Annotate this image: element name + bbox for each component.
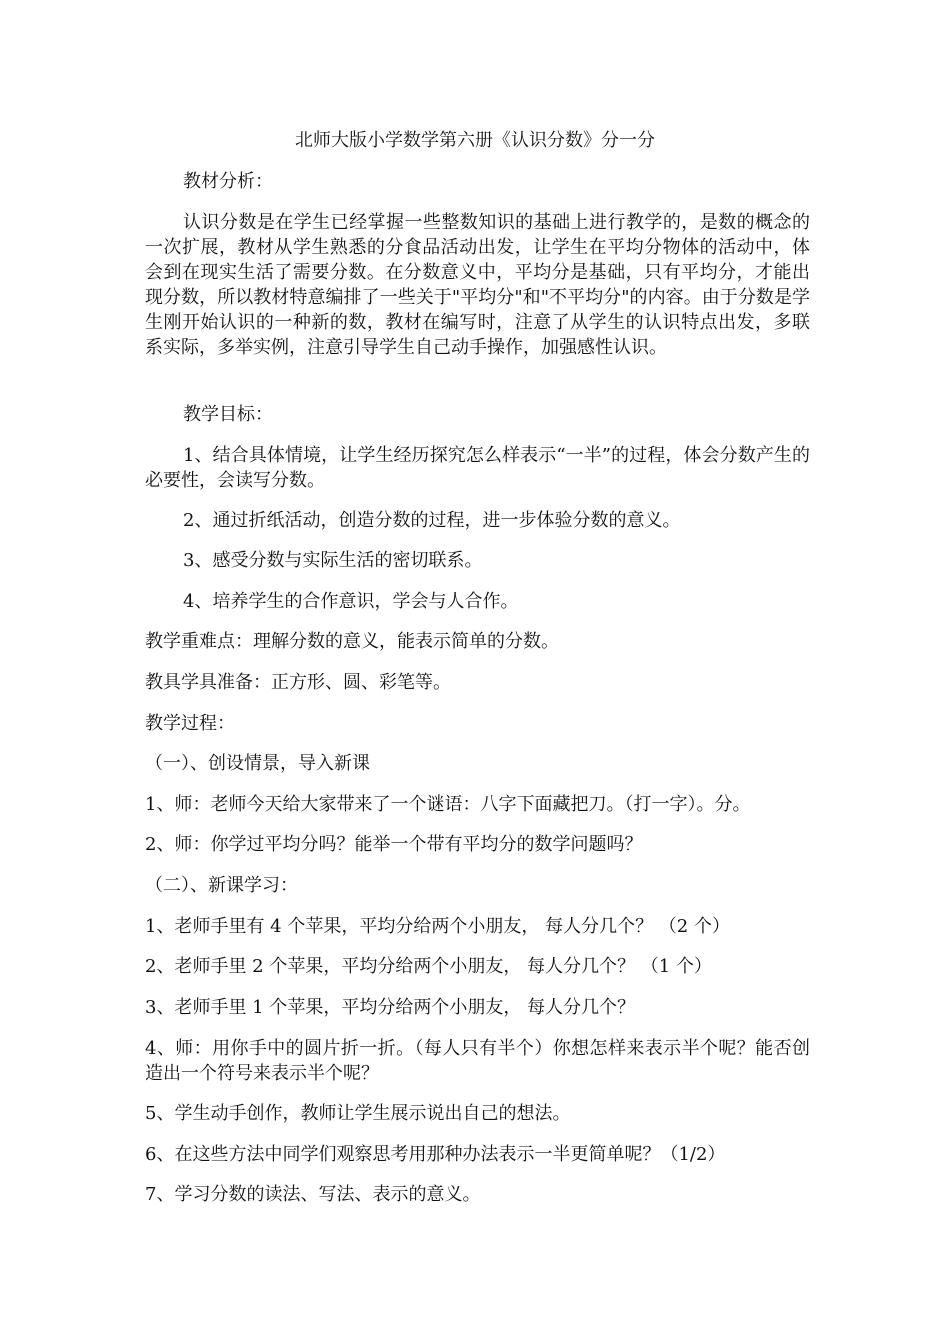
section1-item-2: 2、师：你学过平均分吗？能举一个带有平均分的数学问题吗？ bbox=[145, 834, 643, 855]
key-points: 教学重难点：理解分数的意义，能表示简单的分数。 bbox=[145, 631, 559, 652]
materials: 教具学具准备：正方形、圆、彩笔等。 bbox=[145, 672, 451, 693]
section2-item-7: 7、学习分数的读法、写法、表示的意义。 bbox=[145, 1184, 481, 1205]
section1-item-1: 1、师：老师今天给大家带来了一个谜语：八字下面藏把刀。（打一字）。分。 bbox=[145, 794, 751, 815]
section2-item-1: 1、老师手里有 4 个苹果，平均分给两个小朋友， 每人分几个？ （2 个） bbox=[145, 916, 730, 937]
section2-item-4: 4、师：用你手中的圆片折一折。（每人只有半个）你想怎样来表示半个呢？能否创造出一个符号来表示半个呢？ bbox=[145, 1038, 810, 1084]
goal-item-2: 2、通过折纸活动，创造分数的过程，进一步体验分数的意义。 bbox=[183, 510, 681, 531]
section2-heading: （二）、新课学习： bbox=[145, 875, 298, 896]
section2-item-3: 3、老师手里 1 个苹果，平均分给两个小朋友， 每人分几个？ bbox=[145, 997, 636, 1018]
goal-item-4: 4、培养学生的合作意识，学会与人合作。 bbox=[183, 591, 519, 612]
document-title: 北师大版小学数学第六册《认识分数》分一分 bbox=[295, 130, 655, 151]
analysis-heading: 教材分析： bbox=[183, 171, 273, 192]
goal-item-3: 3、感受分数与实际生活的密切联系。 bbox=[183, 550, 483, 571]
process-heading: 教学过程： bbox=[145, 713, 235, 734]
goals-heading: 教学目标： bbox=[183, 404, 273, 425]
section2-item-2: 2、老师手里 2 个苹果，平均分给两个小朋友， 每人分几个？ （1 个） bbox=[145, 956, 712, 977]
analysis-paragraph: 认识分数是在学生已经掌握一些整数知识的基础上进行教学的，是数的概念的一次扩展，教材从学生熟悉的分食品活动出发，让学生在平均分物体的活动中，体会到在现实生活了需要分数。在分数意义中，平均分是基础，只有平均分，才能出现分数，所以教材特意编排了一些关于"平均分"和"不平均分"的内容。由于分数是学生刚开始认识的一种新的数，教材在编写时，注意了从学生的认识特点出发，多联系实际，多举实例，注意引导学生自己动手操作，加强感性认识。 bbox=[145, 212, 810, 358]
section2-item-6: 6、在这些方法中同学们观察思考用那种办法表示一半更简单呢？（1/2） bbox=[145, 1144, 726, 1165]
goal-item-1: 1、结合具体情境，让学生经历探究怎么样表示“一半”的过程，体会分数产生的必要性，会读写分数。 bbox=[145, 445, 810, 491]
section2-item-5: 5、学生动手创作，教师让学生展示说出自己的想法。 bbox=[145, 1103, 571, 1124]
section1-heading: （一）、创设情景，导入新课 bbox=[145, 753, 370, 774]
